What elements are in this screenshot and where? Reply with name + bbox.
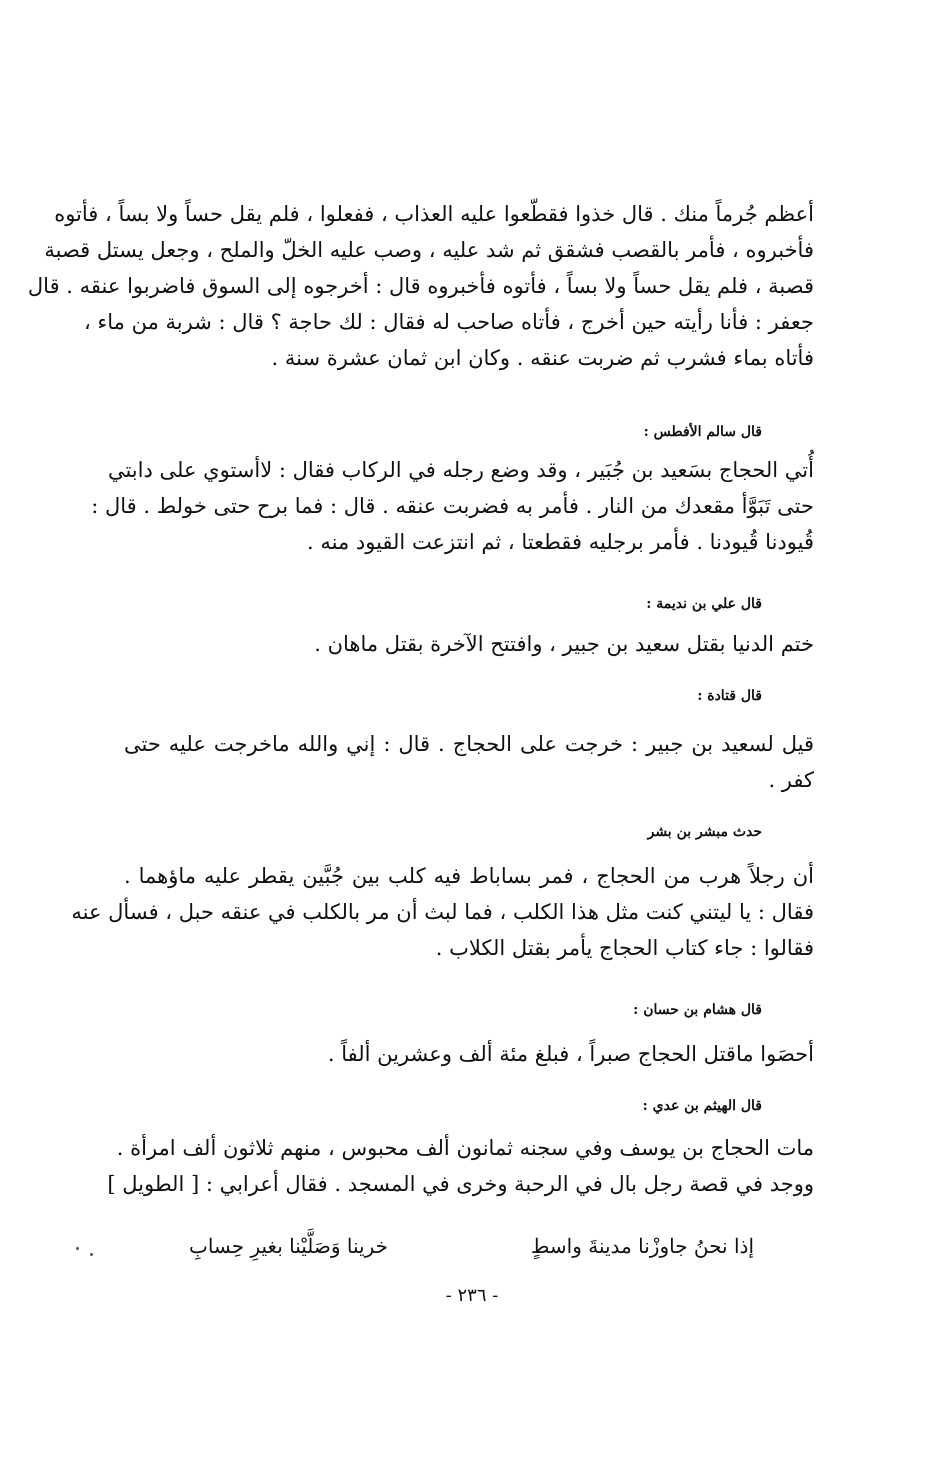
- verse-second-hemistich: خرينا وَصَلَّيْنا بغيرِ حِسابِ: [189, 1234, 389, 1258]
- paragraph-1: [27, 196, 814, 376]
- scan-speck: [76, 1247, 79, 1250]
- text-line: أحصَوا ماقتل الحجاج صبراً ، فبلغ مئة ألف وعشرين ألفاً .: [327, 1042, 814, 1066]
- page-number: - ٢٣٦ -: [445, 1285, 499, 1306]
- text-line: فأتاه بماء فشرب ثم ضربت عنقه . وكان ابن ثمان عشرة سنة .: [271, 346, 814, 370]
- paragraph-4: [124, 726, 814, 798]
- text-line: جعفر : فأنا رأيته حين أخرج ، فأتاه صاحب له فقال : لك حاجة ؟ قال : شربة من ماء ،: [83, 310, 814, 334]
- section-heading: قال سالم الأفطس :: [643, 424, 762, 440]
- text-line: أُتي الحجاج بسَعيد بن جُبَير ، وقد وضع رجله في الركاب فقال : لاأستوي على دابتي: [107, 458, 814, 482]
- text-line: ختم الدنيا بقتل سعيد بن جبير ، وافتتح الآخرة بقتل ماهان .: [314, 632, 814, 656]
- paragraph-2: [91, 452, 814, 560]
- text-line: ووجد في قصة رجل بال في الرحبة وخرى في المسجد . فقال أعرابي : [ الطويل ]: [107, 1172, 814, 1196]
- text-line: قصبة ، فلم يقل حساً ولا بساً ، فأتوه فأخبروه قال : أخرجوه إلى السوق فاضربوا عنقه . قال: [27, 274, 814, 298]
- text-line: أن رجلاً هرب من الحجاج ، فمر بساباط فيه كلب بين جُبَّين يقطر عليه ماؤهما .: [124, 864, 814, 888]
- text-line: فقالوا : جاء كتاب الحجاج يأمر بقتل الكلاب .: [435, 936, 814, 960]
- section-heading: حدث مبشر بن بشر: [647, 824, 762, 840]
- text-line: مات الحجاج بن يوسف وفي سجنه ثمانون ألف محبوس ، منهم ثلاثون ألف امرأة .: [116, 1136, 814, 1160]
- section-heading: قال هشام بن حسان :: [633, 1002, 762, 1018]
- verse-first-hemistich: إذا نحنُ جاوزْنا مدينةَ واسطٍ: [530, 1234, 754, 1258]
- text-line: قيل لسعيد بن جبير : خرجت على الحجاج . قال : إني والله ماخرجت عليه حتى: [124, 732, 814, 756]
- paragraph-7: [107, 1130, 814, 1202]
- paragraph-5: [71, 858, 814, 966]
- paragraph-6: [124, 1036, 814, 1072]
- section-heading: قال علي بن نديمة :: [646, 596, 762, 612]
- text-line: فأخبروه ، فأمر بالقصب فشقق ثم شد عليه ، وصب عليه الخلّ والملح ، وجعل يستل قصبة: [44, 238, 814, 262]
- scan-speck: [90, 1253, 93, 1256]
- text-line: كفر .: [768, 768, 814, 792]
- section-heading: قال الهيثم بن عدي :: [642, 1098, 762, 1114]
- text-line: قُيودنا قُيودنا . فأمر برجليه فقطعتا ، ثم انتزعت القيود منه .: [307, 530, 814, 554]
- text-line: حتى تَبَوَّأ مقعدك من النار . فأمر به فضربت عنقه . قال : فما برح حتى خولط . قال :: [91, 494, 814, 518]
- text-line: فقال : يا ليتني كنت مثل هذا الكلب ، فما لبث أن مر بالكلب في عنقه حبل ، فسأل عنه: [71, 900, 814, 924]
- text-line: أعظم جُرماً منك . قال خذوا فقطّعوا عليه العذاب ، ففعلوا ، فلم يقل حساً ولا بساً ، فأتوه: [54, 202, 814, 226]
- section-heading: قال قتادة :: [697, 688, 762, 704]
- paragraph-3: [124, 626, 814, 662]
